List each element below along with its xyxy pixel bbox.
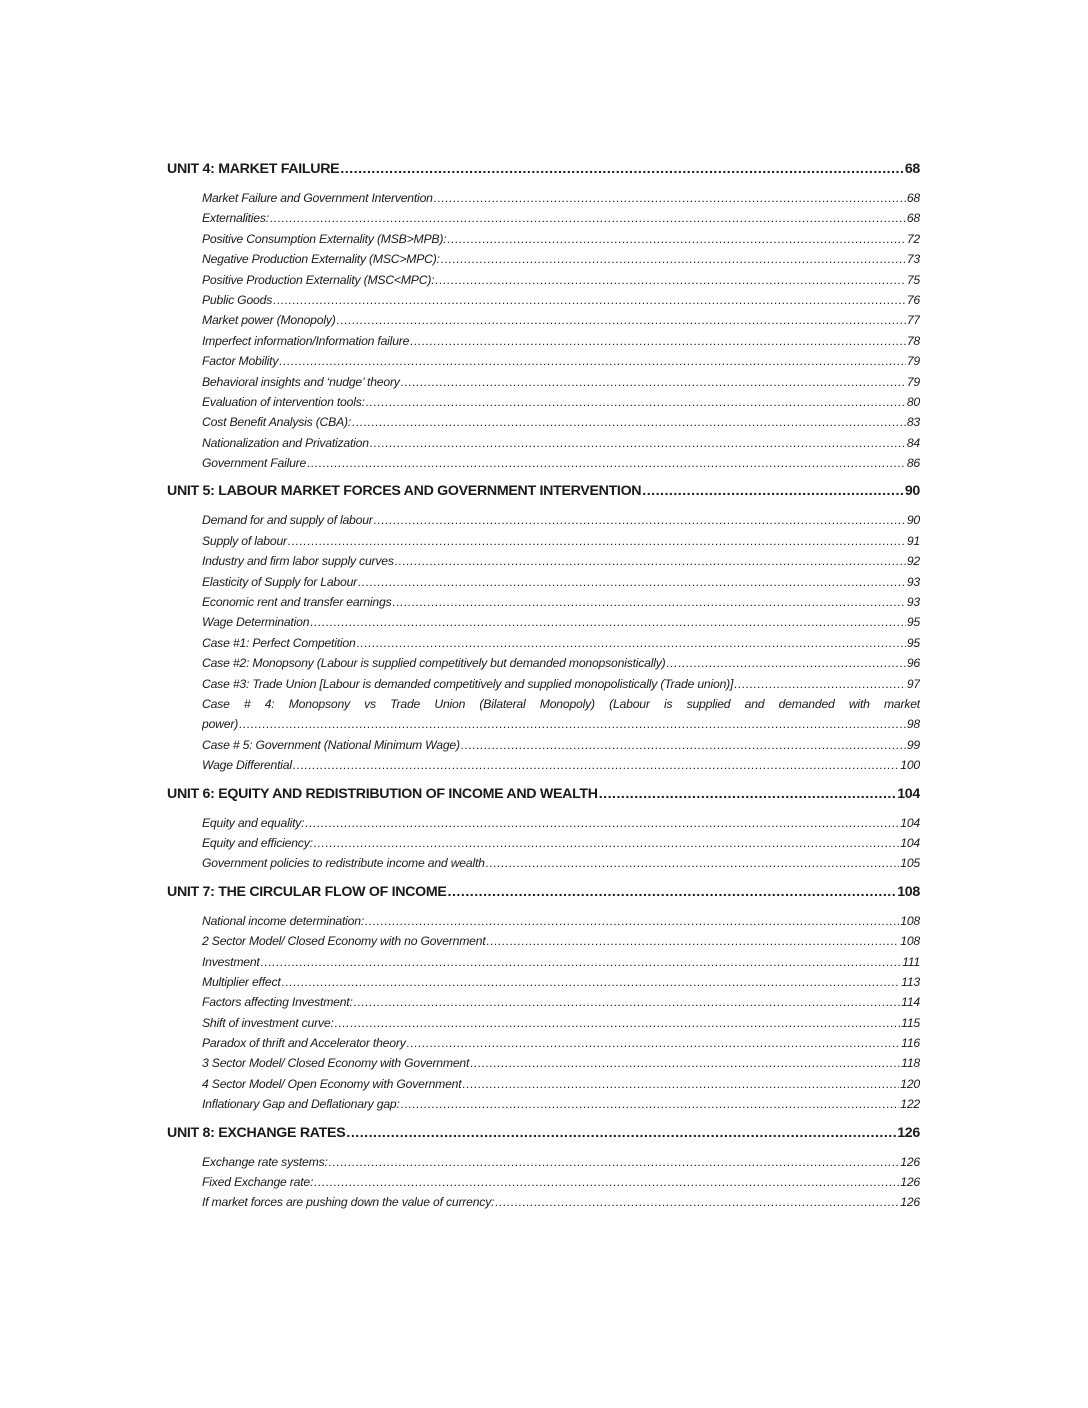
toc-entry[interactable] xyxy=(167,1074,920,1094)
toc-unit-section xyxy=(167,783,920,874)
entry-title: Factors affecting Investment: xyxy=(202,995,353,1010)
entry-page-number: 104 xyxy=(900,815,920,830)
toc-entry[interactable] xyxy=(167,208,920,228)
entry-page-number: 99 xyxy=(906,737,920,752)
entry-title: National income determination: xyxy=(202,913,365,928)
entry-page-number: 116 xyxy=(901,1036,920,1051)
toc-entry[interactable] xyxy=(167,433,920,453)
entry-page-number: 126 xyxy=(900,1195,920,1210)
dot-leader xyxy=(734,674,906,694)
entry-title: Case #2: Monopsony (Labour is supplied competitively but demanded monopsonistically) xyxy=(202,656,666,671)
dot-leader xyxy=(462,1074,899,1094)
entry-page-number: 73 xyxy=(906,252,920,267)
toc-unit-heading[interactable] xyxy=(167,1122,920,1144)
unit-page-number: 108 xyxy=(897,883,920,900)
entry-page-number: 126 xyxy=(900,1154,920,1169)
toc-entry[interactable] xyxy=(167,1033,920,1053)
toc-entry[interactable] xyxy=(167,992,920,1012)
entry-page-number: 114 xyxy=(901,995,920,1010)
toc-entry[interactable] xyxy=(167,911,920,931)
entry-title: Factor Mobility xyxy=(202,354,279,369)
toc-entry[interactable] xyxy=(167,412,920,432)
dot-leader xyxy=(335,1013,901,1033)
entry-page-number: 79 xyxy=(906,374,920,389)
dot-leader xyxy=(448,881,897,903)
entry-title: Public Goods xyxy=(202,292,273,307)
entry-page-number: 111 xyxy=(902,954,920,969)
entry-page-number: 96 xyxy=(906,656,920,671)
toc-entry[interactable] xyxy=(167,510,920,530)
toc-entry[interactable] xyxy=(167,290,920,310)
entry-page-number: 72 xyxy=(906,231,920,246)
entry-title: Behavioral insights and ‘nudge’ theory xyxy=(202,374,400,389)
entry-title-continued: power) xyxy=(202,717,239,732)
entry-title: Demand for and supply of labour xyxy=(202,513,373,528)
toc-entry[interactable] xyxy=(167,931,920,951)
entry-page-number: 86 xyxy=(906,456,920,471)
unit-title: UNIT 7: THE CIRCULAR FLOW OF INCOME xyxy=(167,883,447,900)
dot-leader xyxy=(365,911,899,931)
entry-page-number: 98 xyxy=(906,717,920,732)
unit-page-number: 68 xyxy=(904,161,920,177)
dot-leader xyxy=(329,1152,900,1172)
dot-leader xyxy=(495,1192,899,1212)
toc-unit-section xyxy=(167,158,920,473)
dot-leader xyxy=(461,735,906,755)
toc-entry[interactable] xyxy=(167,972,920,992)
entry-title: Government Failure xyxy=(202,456,307,471)
toc-unit-heading[interactable] xyxy=(167,881,920,903)
entry-title: Positive Production Externality (MSC<MPC): xyxy=(202,272,435,287)
unit-page-number: 90 xyxy=(904,483,920,500)
entry-title: Cost Benefit Analysis (CBA): xyxy=(202,415,352,430)
entry-page-number: 84 xyxy=(906,435,920,450)
dot-leader xyxy=(434,188,906,208)
entry-title: Equity and efficiency: xyxy=(202,835,313,850)
entry-page-number: 91 xyxy=(906,533,920,548)
dot-leader xyxy=(486,853,900,873)
toc-unit-section xyxy=(167,881,920,1115)
dot-leader xyxy=(395,551,906,571)
unit-page-number: 126 xyxy=(897,1124,920,1141)
entry-title: Evaluation of intervention tools: xyxy=(202,394,365,409)
unit-title: UNIT 6: EQUITY AND REDISTRIBUTION OF INCOME AND WEALTH xyxy=(167,785,598,802)
entry-title: Market power (Monopoly) xyxy=(202,313,336,328)
dot-leader xyxy=(282,972,901,992)
dot-leader xyxy=(642,480,904,502)
entry-title: Paradox of thrift and Accelerator theory xyxy=(202,1036,406,1051)
toc-entry[interactable] xyxy=(167,270,920,290)
entry-title: Elasticity of Supply for Labour xyxy=(202,574,358,589)
entry-title: Externalities: xyxy=(202,211,269,226)
entry-title: Fixed Exchange rate: xyxy=(202,1175,314,1190)
toc-unit-section xyxy=(167,1122,920,1213)
entry-title: 2 Sector Model/ Closed Economy with no Government xyxy=(202,934,486,949)
entry-title: Case # 5: Government (National Minimum Wage) xyxy=(202,737,460,752)
dot-leader xyxy=(392,592,905,612)
dot-leader xyxy=(352,412,906,432)
entry-page-number: 93 xyxy=(906,574,920,589)
entry-page-number: 120 xyxy=(900,1076,920,1091)
entry-page-number: 104 xyxy=(900,835,920,850)
dot-leader xyxy=(407,1033,901,1053)
dot-leader xyxy=(401,1094,900,1114)
dot-leader xyxy=(370,433,906,453)
entry-page-number: 122 xyxy=(900,1097,920,1112)
unit-page-number: 104 xyxy=(897,785,920,802)
toc-unit-heading[interactable] xyxy=(167,783,920,805)
toc-entry[interactable] xyxy=(167,392,920,412)
unit-title: UNIT 8: EXCHANGE RATES xyxy=(167,1124,346,1141)
dot-leader xyxy=(487,931,900,951)
toc-entry[interactable] xyxy=(167,1053,920,1073)
entry-page-number: 105 xyxy=(900,856,920,871)
dot-leader xyxy=(401,372,906,392)
entry-title: Shift of investment curve: xyxy=(202,1015,334,1030)
table-of-contents xyxy=(167,158,920,1213)
entry-title: Case #1: Perfect Competition xyxy=(202,635,356,650)
entry-page-number: 68 xyxy=(906,211,920,226)
entry-title: Wage Differential xyxy=(202,758,292,773)
dot-leader xyxy=(366,392,906,412)
dot-leader xyxy=(261,952,901,972)
entry-title: If market forces are pushing down the value of currency: xyxy=(202,1195,495,1210)
toc-entry[interactable] xyxy=(167,1192,920,1212)
entry-page-number: 95 xyxy=(906,635,920,650)
toc-entry[interactable] xyxy=(167,694,920,735)
dot-leader xyxy=(470,1053,900,1073)
toc-entry[interactable] xyxy=(167,633,920,653)
dot-leader xyxy=(667,653,906,673)
dot-leader xyxy=(435,270,905,290)
toc-entry[interactable] xyxy=(167,188,920,208)
entry-page-number: 92 xyxy=(906,554,920,569)
entry-title: Supply of labour xyxy=(202,533,287,548)
toc-unit-heading[interactable] xyxy=(167,480,920,502)
entry-title: Equity and equality: xyxy=(202,815,305,830)
dot-leader xyxy=(358,572,906,592)
toc-entry[interactable] xyxy=(167,1152,920,1172)
entry-page-number: 75 xyxy=(906,272,920,287)
dot-leader xyxy=(279,351,906,371)
toc-unit-heading[interactable] xyxy=(167,158,920,180)
dot-leader xyxy=(314,833,899,853)
toc-entry[interactable] xyxy=(167,853,920,873)
entry-page-number: 126 xyxy=(900,1175,920,1190)
entry-title: Exchange rate systems: xyxy=(202,1154,328,1169)
entry-title: Positive Consumption Externality (MSB>MPB): xyxy=(202,231,447,246)
dot-leader xyxy=(340,158,903,180)
dot-leader xyxy=(410,331,906,351)
toc-entry[interactable] xyxy=(167,735,920,755)
toc-entry[interactable] xyxy=(167,674,920,694)
toc-entry[interactable] xyxy=(167,372,920,392)
entry-title: 3 Sector Model/ Closed Economy with Government xyxy=(202,1056,470,1071)
entry-page-number: 68 xyxy=(906,191,920,205)
entry-page-number: 79 xyxy=(906,354,920,369)
toc-entry[interactable] xyxy=(167,453,920,473)
entry-page-number: 97 xyxy=(906,676,920,691)
dot-leader xyxy=(288,531,906,551)
dot-leader xyxy=(270,208,906,228)
dot-leader xyxy=(307,453,906,473)
dot-leader xyxy=(314,1172,899,1192)
toc-entry[interactable] xyxy=(167,310,920,330)
entry-page-number: 115 xyxy=(901,1015,920,1030)
dot-leader xyxy=(305,813,899,833)
toc-entry[interactable] xyxy=(167,331,920,351)
toc-entry[interactable] xyxy=(167,952,920,972)
entry-title: Case #3: Trade Union [Labour is demanded competitively and supplied monopolistically (Trade union)] xyxy=(202,676,734,691)
entry-title: Imperfect information/Information failure xyxy=(202,333,410,348)
dot-leader xyxy=(447,229,905,249)
toc-entry[interactable] xyxy=(167,1094,920,1114)
dot-leader xyxy=(273,290,906,310)
unit-title: UNIT 4: MARKET FAILURE xyxy=(167,161,340,177)
entry-page-number: 118 xyxy=(901,1056,920,1071)
entry-title: Government policies to redistribute income and wealth xyxy=(202,856,485,871)
dot-leader xyxy=(441,249,906,269)
toc-entry[interactable] xyxy=(167,592,920,612)
dot-leader xyxy=(599,783,897,805)
dot-leader xyxy=(374,510,906,530)
toc-entry[interactable] xyxy=(167,813,920,833)
toc-entry[interactable] xyxy=(167,531,920,551)
dot-leader xyxy=(346,1122,896,1144)
entry-page-number: 108 xyxy=(900,913,920,928)
entry-title: 4 Sector Model/ Open Economy with Government xyxy=(202,1076,462,1091)
toc-entry[interactable] xyxy=(167,551,920,571)
toc-entry[interactable] xyxy=(167,229,920,249)
toc-entry[interactable] xyxy=(167,1013,920,1033)
entry-page-number: 76 xyxy=(906,292,920,307)
entry-page-number: 113 xyxy=(901,974,920,989)
toc-unit-section xyxy=(167,480,920,775)
entry-page-number: 80 xyxy=(906,394,920,409)
dot-leader xyxy=(310,612,906,632)
entry-title: Industry and firm labor supply curves xyxy=(202,554,394,569)
entry-page-number: 100 xyxy=(900,758,920,773)
entry-title: Case # 4: Monopsony vs Trade Union (Bilateral Monopoly) (Labour is supplied and demanded with market xyxy=(202,696,920,711)
toc-entry[interactable] xyxy=(167,653,920,673)
entry-page-number: 108 xyxy=(900,934,920,949)
dot-leader xyxy=(337,310,906,330)
dot-leader xyxy=(357,633,906,653)
entry-title: Nationalization and Privatization xyxy=(202,435,369,450)
toc-entry[interactable] xyxy=(167,833,920,853)
entry-title: Market Failure and Government Intervention xyxy=(202,191,433,205)
entry-page-number: 78 xyxy=(906,333,920,348)
entry-page-number: 77 xyxy=(906,313,920,328)
entry-page-number: 83 xyxy=(906,415,920,430)
unit-title: UNIT 5: LABOUR MARKET FORCES AND GOVERNMENT INTERVENTION xyxy=(167,483,642,500)
entry-page-number: 95 xyxy=(906,615,920,630)
toc-entry[interactable] xyxy=(167,612,920,632)
dot-leader xyxy=(293,755,899,775)
toc-entry[interactable] xyxy=(167,572,920,592)
dot-leader xyxy=(239,714,906,734)
dot-leader xyxy=(354,992,900,1012)
toc-entry[interactable] xyxy=(167,1172,920,1192)
entry-title: Investment xyxy=(202,954,260,969)
entry-page-number: 90 xyxy=(906,513,920,528)
entry-title: Inflationary Gap and Deflationary gap: xyxy=(202,1097,400,1112)
toc-entry[interactable] xyxy=(167,249,920,269)
toc-entry[interactable] xyxy=(167,351,920,371)
toc-entry[interactable] xyxy=(167,755,920,775)
entry-title: Wage Determination xyxy=(202,615,310,630)
entry-page-number: 93 xyxy=(906,595,920,610)
entry-title: Negative Production Externality (MSC>MPC): xyxy=(202,252,440,267)
entry-title: Multiplier effect xyxy=(202,974,281,989)
entry-title: Economic rent and transfer earnings xyxy=(202,595,392,610)
